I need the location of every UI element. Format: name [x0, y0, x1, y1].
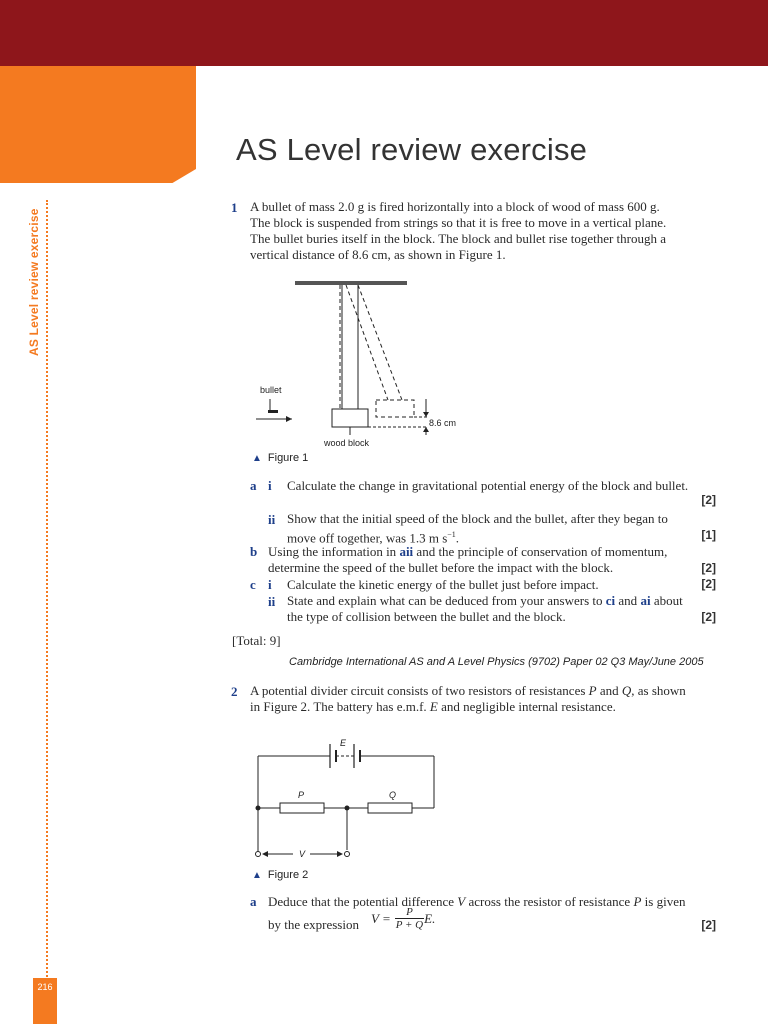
- side-section-label: AS Level review exercise: [27, 208, 41, 356]
- figure-1-pendulum-diagram: [250, 275, 480, 455]
- bullet-shape: [268, 410, 278, 413]
- figure-1-caption: ▲ Figure 1: [252, 452, 309, 464]
- terminal-left: [256, 852, 261, 857]
- question-1-source: Cambridge International AS and A Level Physics (9702) Paper 02 Q3 May/June 2005: [289, 656, 704, 668]
- v-label: V: [299, 849, 306, 859]
- part-cii-marks: [2]: [701, 610, 716, 624]
- question-2-line-1: A potential divider circuit consists of two resistors of resistances P and Q, as shown: [250, 683, 686, 698]
- top-banner: [0, 0, 768, 66]
- part-aii-line-2: move off together, was 1.3 m $s^{-1}$.: [287, 530, 460, 546]
- part-cii-line-2: the type of collision between the bullet and the block.: [287, 609, 566, 624]
- q-label: Q: [389, 790, 397, 800]
- question-2-number: 2: [231, 684, 238, 699]
- part-aii-line-1: Show that the initial speed of the block and the bullet, after they began to: [287, 511, 668, 526]
- bullet-label: bullet: [260, 385, 282, 395]
- part-cii-line-1: State and explain what can be deduced from your answers to ci and ai about: [287, 593, 683, 608]
- terminal-right: [345, 852, 350, 857]
- part-ci-text: Calculate the kinetic energy of the bullet just before impact.: [287, 577, 599, 592]
- part-c-label: c: [250, 577, 256, 592]
- page-number: 216: [33, 978, 57, 1024]
- q2-part-a-line-2: by the expression: [268, 917, 359, 932]
- part-aii-marks: [1]: [701, 528, 716, 542]
- part-ci-marks: [2]: [701, 577, 716, 591]
- side-dotted-rule: [46, 200, 48, 980]
- question-2-line-2: in Figure 2. The battery has e.m.f. E and negligible internal resistance.: [250, 699, 616, 714]
- height-label: 8.6 cm: [429, 418, 457, 428]
- page-title: AS Level review exercise: [236, 132, 588, 167]
- part-b-label: b: [250, 544, 258, 559]
- part-ai-label: i: [268, 478, 272, 493]
- p-label: P: [298, 790, 305, 800]
- question-1-line-3: The bullet buries itself in the block. The block and bullet rise together through a: [250, 231, 667, 246]
- wood-block: [332, 409, 368, 427]
- ceiling-support: [295, 281, 407, 285]
- resistor-q: [368, 803, 412, 813]
- q2-part-a-line-1: Deduce that the potential difference V across the resistor of resistance P is given: [268, 894, 686, 909]
- question-1-line-2: The block is suspended from strings so that it is free to move in a vertical plane.: [250, 215, 667, 230]
- part-ci-label: i: [268, 577, 272, 592]
- figure-2-caption: ▲ Figure 2: [252, 869, 309, 881]
- resistor-p: [280, 803, 324, 813]
- q2-part-a-label: a: [250, 894, 257, 909]
- question-1-number: 1: [231, 200, 238, 215]
- part-ai-text: Calculate the change in gravitational potential energy of the block and bullet.: [287, 478, 689, 493]
- part-cii-label: ii: [268, 594, 276, 609]
- title-accent-block: [0, 66, 196, 183]
- part-a-label: a: [250, 478, 257, 493]
- formula: V = $\frac{P}{P + Q}$ E.: [371, 906, 436, 931]
- wood-block-label: wood block: [324, 438, 370, 448]
- question-1-line-1: A bullet of mass 2.0 g is fired horizontally into a block of wood of mass 600 g.: [250, 199, 660, 214]
- question-1-total: [Total: 9]: [232, 633, 281, 648]
- part-b-line-1: Using the information in aii and the principle of conservation of momentum,: [268, 544, 668, 559]
- part-b-line-2: determine the speed of the bullet before the impact with the block.: [268, 560, 614, 575]
- emf-label: E: [340, 738, 347, 748]
- question-1-line-4: vertical distance of 8.6 cm, as shown in Figure 1.: [250, 247, 506, 262]
- figure-2-circuit-diagram: [248, 734, 448, 864]
- part-aii-label: ii: [268, 512, 276, 527]
- part-ai-marks: [2]: [701, 493, 716, 507]
- part-b-marks: [2]: [701, 561, 716, 575]
- q2-part-a-marks: [2]: [701, 918, 716, 932]
- raised-block: [376, 400, 414, 417]
